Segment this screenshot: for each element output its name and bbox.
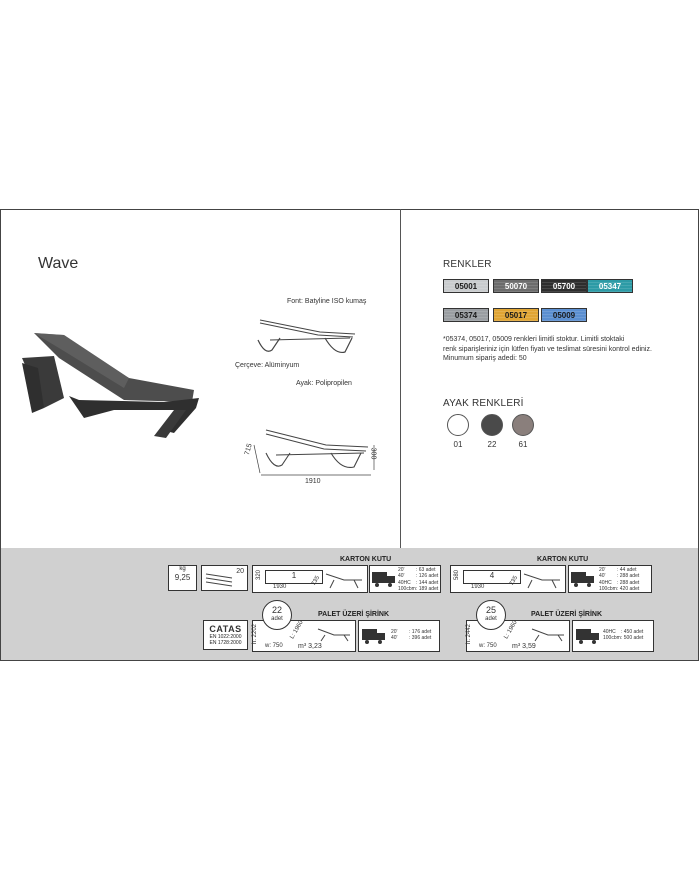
stack-value: 20: [236, 568, 244, 575]
pallet-qty-left-num: 22: [271, 605, 282, 615]
carton-box-left: [252, 565, 368, 593]
leg-colors-heading: AYAK RENKLERİ: [443, 398, 524, 409]
truck-row-type: 20': [391, 629, 398, 635]
pallet-l-right: L: 1960: [503, 619, 519, 641]
pallet-w-right: w: 750: [479, 643, 497, 649]
stack-icon: [204, 568, 234, 590]
carton-lounger-icon: [522, 570, 562, 590]
pallet-lounger-icon: [530, 625, 566, 643]
truck-row-qty: : 420 adet: [617, 585, 640, 592]
box-w-right: 735: [508, 575, 520, 587]
truck-icon: [362, 629, 386, 645]
leg-color-label-01: 01: [453, 440, 463, 449]
dim-length: 1910: [305, 478, 321, 485]
truck-row-qty: : 44 adet: [617, 567, 637, 573]
box-h-right: 580: [454, 569, 461, 581]
truck-row-qty: : 500 adet: [621, 635, 644, 642]
pallet-h-left: h: 2202: [252, 623, 259, 645]
stock-note: [443, 335, 693, 364]
column-divider: [400, 209, 401, 548]
stack-box: [201, 565, 248, 591]
truck-box-right: [568, 565, 652, 593]
truck-icon: [571, 572, 595, 588]
carton-heading-left: KARTON KUTU: [340, 556, 392, 563]
box-qty-right-text: 4: [489, 571, 495, 580]
swatch-05017: 05017: [493, 308, 539, 322]
pallet-lounger-icon: [316, 625, 352, 643]
lounger-photo: [14, 318, 214, 448]
leg-annotation: Ayak: Polipropilen: [296, 380, 352, 387]
carton-box-right: [450, 565, 566, 593]
pallet-qty-right: [476, 600, 506, 630]
box-qty-left-text: 1: [291, 571, 297, 580]
truck-row: [603, 635, 643, 641]
side-drawing: [250, 310, 360, 360]
box-w-left: 735: [310, 575, 322, 587]
colors-heading: RENKLER: [443, 259, 492, 270]
truck-row-type: 40HC: [603, 629, 616, 635]
pallet-h-right: h: 2442: [466, 623, 473, 645]
truck-icon: [576, 629, 600, 645]
leg-color-61: [512, 414, 534, 436]
swatch-05009: 05009: [541, 308, 587, 322]
weight-box: [168, 565, 197, 591]
truck-row-type: 100cbm: [398, 585, 416, 592]
product-title: Wave: [38, 255, 79, 272]
carton-heading-right: KARTON KUTU: [537, 556, 589, 563]
truck-row-type: 40HC: [398, 579, 411, 586]
leg-color-label-61: 61: [518, 440, 528, 449]
truck-row-qty: : 450 adet: [621, 629, 644, 635]
truck-table-right: [599, 567, 639, 592]
truck-row-type: 100cbm: [599, 585, 617, 592]
pallet-qty-left: [262, 600, 292, 630]
pallet-qty-right-num: 25: [485, 605, 496, 615]
fabric-annotation: Font: Batyline ISO kumaş: [287, 298, 367, 305]
dim-height: 300: [369, 447, 377, 460]
cert-line-2: EN 1728:2000: [209, 640, 242, 646]
swatch-05700: 05700: [541, 279, 587, 293]
weight-icon: kg: [179, 566, 186, 572]
box-l-left: 1930: [273, 584, 287, 590]
pallet-l-left: L: 1960: [289, 619, 305, 641]
truck-row: [398, 586, 438, 592]
note-line-1: *05374, 05017, 05009 renkleri limitli stoktur. Limitli stoktaki: [443, 336, 625, 343]
truck-row-qty: : 176 adet: [409, 629, 432, 635]
pallet-m3-left: m³ 3,23: [298, 643, 322, 650]
truck-row-qty: : 189 adet: [416, 585, 439, 592]
truck-row-qty: : 288 adet: [617, 573, 640, 580]
carton-lounger-icon: [324, 570, 364, 590]
leg-color-label-22: 22: [487, 440, 497, 449]
truck-row-type: 40': [599, 573, 606, 580]
pallet-m3-right: m³ 3,59: [512, 643, 536, 650]
pallet-truck-left: [358, 620, 440, 652]
pallet-qty-right-unit: adet: [485, 616, 497, 622]
swatch-05001: 05001: [443, 279, 489, 293]
pallet-heading-left: PALET ÜZERİ ŞİRİNK: [318, 611, 390, 618]
truck-table-left: [398, 567, 438, 592]
weight-value: 9,25: [174, 573, 191, 582]
pallet-truck-table-left: [391, 629, 431, 642]
truck-icon: [372, 572, 396, 588]
dim-width: 715: [243, 442, 254, 457]
truck-row-type: 20': [398, 567, 405, 573]
truck-row-type: 20': [599, 567, 606, 573]
pallet-truck-right: [572, 620, 654, 652]
swatch-50070: 50070: [493, 279, 539, 293]
pallet-w-left: w: 750: [265, 643, 283, 649]
truck-row-type: 40': [398, 573, 405, 580]
frame-annotation: Çerçeve: Alüminyum: [235, 362, 300, 369]
catas-logo: CATAS: [209, 624, 242, 634]
truck-box-left: [369, 565, 441, 593]
truck-row-qty: : 396 adet: [409, 635, 432, 642]
swatch-05374: 05374: [443, 308, 489, 322]
pallet-heading-right: PALET ÜZERİ ŞİRİNK: [531, 611, 603, 618]
truck-row-qty: : 288 adet: [617, 579, 640, 586]
truck-row-type: 40HC: [599, 579, 612, 586]
truck-row-type: 40': [391, 635, 398, 642]
truck-row: [391, 635, 431, 641]
truck-row-qty: : 126 adet: [416, 573, 439, 580]
note-line-2: renk siparişleriniz için lütfen fiyatı ve teslimat süresini kontrol ediniz.: [443, 345, 652, 353]
truck-row-qty: : 63 adet: [416, 567, 436, 573]
pallet-truck-table-right: [603, 629, 643, 642]
swatch-05347: 05347: [587, 279, 633, 293]
truck-row: [599, 586, 639, 592]
dimension-drawing: [243, 425, 381, 485]
pallet-qty-left-unit: adet: [271, 616, 283, 622]
catas-box: [203, 620, 248, 650]
box-h-left: 320: [256, 569, 263, 581]
note-line-3: Minumum sipariş adedi: 50: [443, 355, 527, 362]
cert-line-1: EN 1022:2000: [209, 634, 242, 640]
leg-color-22: [481, 414, 503, 436]
box-l-right: 1930: [471, 584, 485, 590]
truck-row-qty: : 144 adet: [416, 579, 439, 586]
leg-color-01: [447, 414, 469, 436]
truck-row-type: 100cbm: [603, 635, 621, 642]
